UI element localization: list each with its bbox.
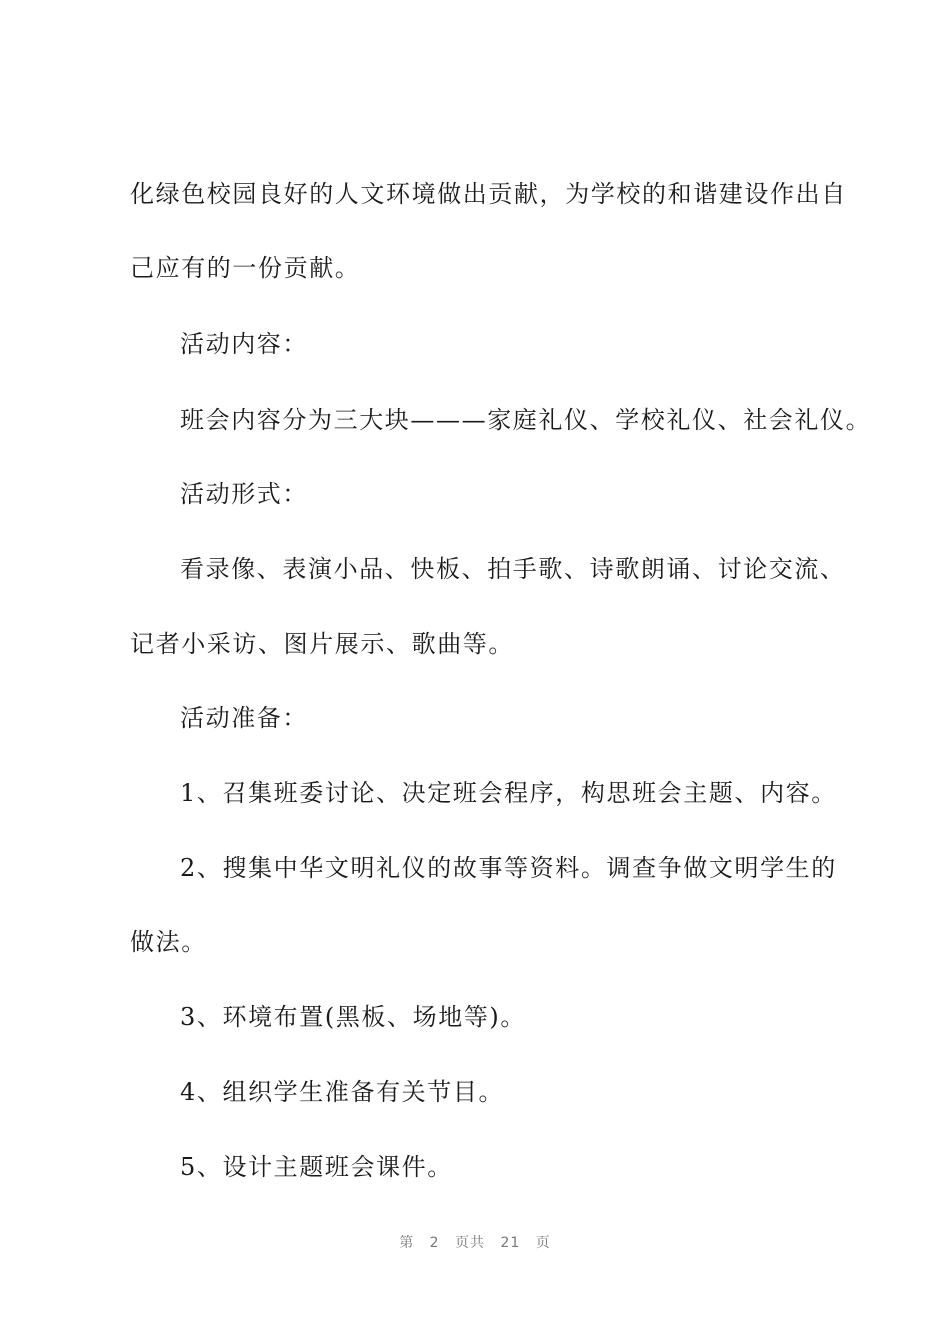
section-heading: 活动形式：: [180, 480, 308, 508]
list-item: 1、召集班委讨论、决定班会程序，构思班会主题、内容。: [180, 779, 837, 807]
footer-label-di: 第: [399, 1235, 415, 1251]
footer-label-ye: 页: [535, 1235, 551, 1251]
section-heading: 活动内容：: [180, 330, 308, 358]
paragraph-line: 记者小采访、图片展示、歌曲等。: [130, 630, 514, 658]
page-footer: [0, 1232, 950, 1252]
list-item: 5、设计主题班会课件。: [180, 1153, 453, 1181]
paragraph-line: 化绿色校园良好的人文环境做出贡献，为学校的和谐建设作出自: [130, 180, 847, 208]
list-item: 2、搜集中华文明礼仪的故事等资料。调查争做文明学生的: [180, 854, 837, 882]
footer-page-current: 2: [429, 1235, 440, 1251]
list-item-continuation: 做法。: [130, 928, 207, 956]
list-item: 4、组织学生准备有关节目。: [180, 1078, 505, 1106]
paragraph-line: 看录像、表演小品、快板、拍手歌、诗歌朗诵、讨论交流、: [180, 555, 846, 583]
footer-label-ye-gong: 页共: [455, 1235, 486, 1251]
paragraph-line: 己应有的一份贡献。: [130, 254, 361, 282]
paragraph-line: 班会内容分为三大块———家庭礼仪、学校礼仪、社会礼仪。: [180, 406, 872, 434]
section-heading: 活动准备：: [180, 704, 308, 732]
footer-page-total: 21: [500, 1235, 521, 1251]
list-item: 3、环境布置(黑板、场地等)。: [180, 1003, 526, 1031]
